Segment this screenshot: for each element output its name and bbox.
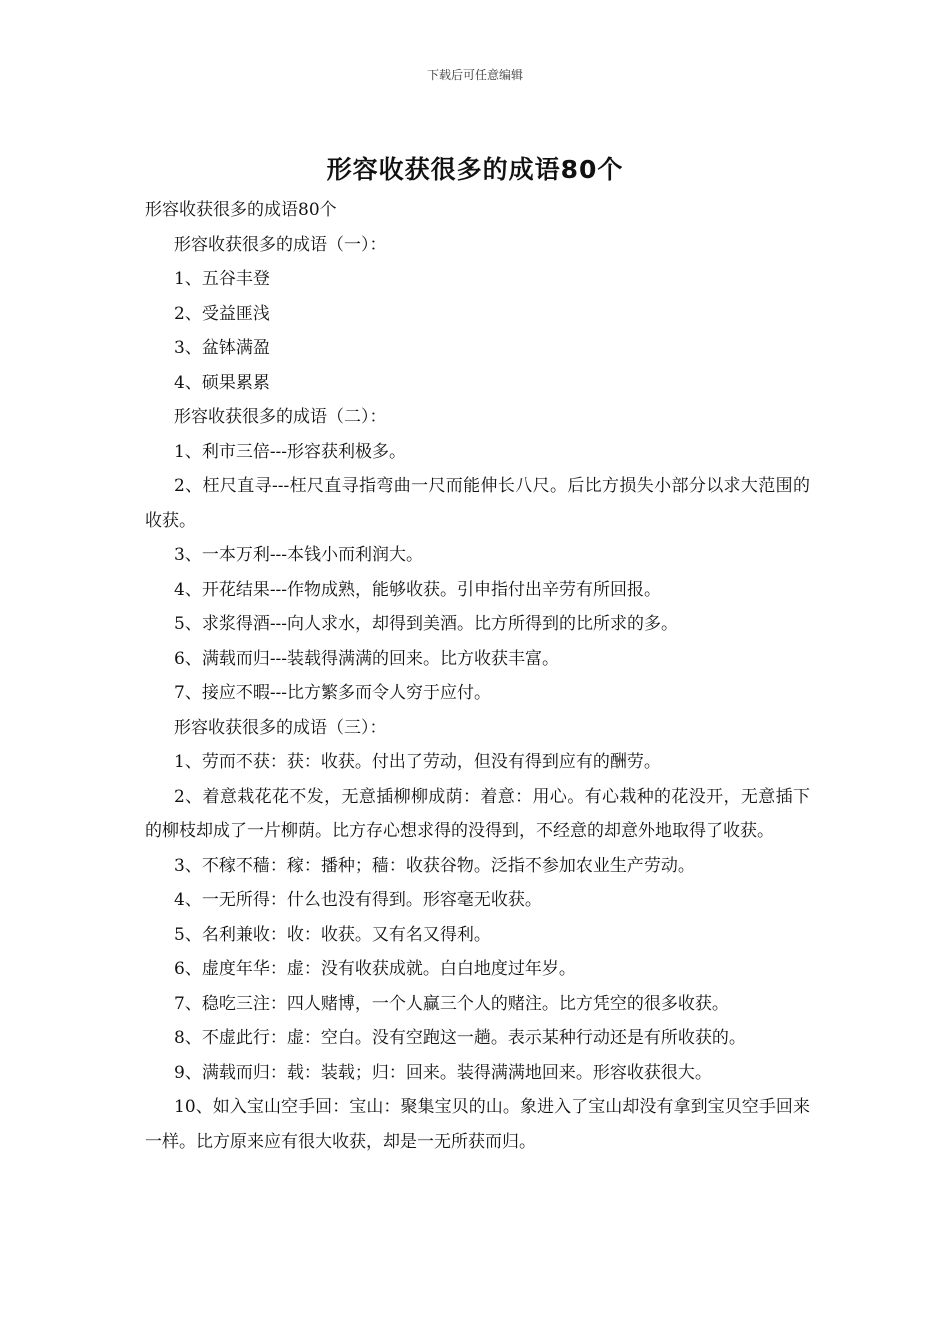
paragraph: 3、不稼不穑：稼：播种；穑：收获谷物。泛指不参加农业生产劳动。: [174, 855, 695, 876]
header-note: 下载后可任意编辑: [426, 68, 523, 82]
paragraph: 2、枉尺直寻---枉尺直寻指弯曲一尺而能伸长八尺。后比方损失小部分以求大范围的收获。: [145, 476, 810, 531]
paragraph: 5、名利兼收：收：收获。又有名又得利。: [174, 924, 491, 945]
paragraph: 2、受益匪浅: [174, 303, 270, 324]
document-body: [145, 193, 810, 1159]
paragraph: 7、稳吃三注：四人赌博，一个人赢三个人的赌注。比方凭空的很多收获。: [174, 993, 729, 1014]
paragraph: 5、求浆得酒---向人求水，却得到美酒。比方所得到的比所求的多。: [174, 614, 679, 634]
paragraph: 6、虚度年华：虚：没有收获成就。白白地度过年岁。: [174, 959, 576, 979]
paragraph: 4、硕果累累: [174, 372, 270, 393]
paragraph: 形容收获很多的成语80个: [145, 200, 337, 220]
paragraph: 形容收获很多的成语（二）：: [174, 407, 387, 427]
paragraph: 10、如入宝山空手回：宝山：聚集宝贝的山。象进入了宝山却没有拿到宝贝空手回来一样。比方原来应有很大收获，却是一无所获而归。: [145, 1097, 810, 1152]
paragraph: 4、一无所得：什么也没有得到。形容毫无收获。: [174, 890, 542, 910]
paragraph: 1、利市三倍---形容获利极多。: [174, 441, 407, 462]
paragraph: 3、盆钵满盈: [174, 338, 270, 358]
paragraph: 8、不虚此行：虚：空白。没有空跑这一趟。表示某种行动还是有所收获的。: [174, 1028, 746, 1048]
paragraph: 3、一本万利---本钱小而利润大。: [174, 545, 424, 565]
paragraph: 6、满载而归---装载得满满的回来。比方收获丰富。: [174, 648, 560, 669]
paragraph: 7、接应不暇---比方繁多而令人穷于应付。: [174, 683, 492, 703]
paragraph: 形容收获很多的成语（三）：: [174, 717, 387, 738]
paragraph: 9、满载而归：载：装载；归：回来。装得满满地回来。形容收获很大。: [174, 1062, 712, 1083]
page-title: 形容收获很多的成语80个: [326, 155, 624, 184]
paragraph: 1、劳而不获：获：收获。付出了劳动，但没有得到应有的酬劳。: [174, 752, 661, 772]
paragraph: 4、开花结果---作物成熟，能够收获。引申指付出辛劳有所回报。: [174, 579, 662, 600]
paragraph: 1、五谷丰登: [174, 269, 270, 289]
paragraph: 形容收获很多的成语（一）：: [174, 234, 387, 255]
paragraph: 2、着意栽花花不发，无意插柳柳成荫：着意：用心。有心栽种的花没开，无意插下的柳枝却成了一片柳荫。比方存心想求得的没得到，不经意的却意外地取得了收获。: [145, 786, 810, 841]
